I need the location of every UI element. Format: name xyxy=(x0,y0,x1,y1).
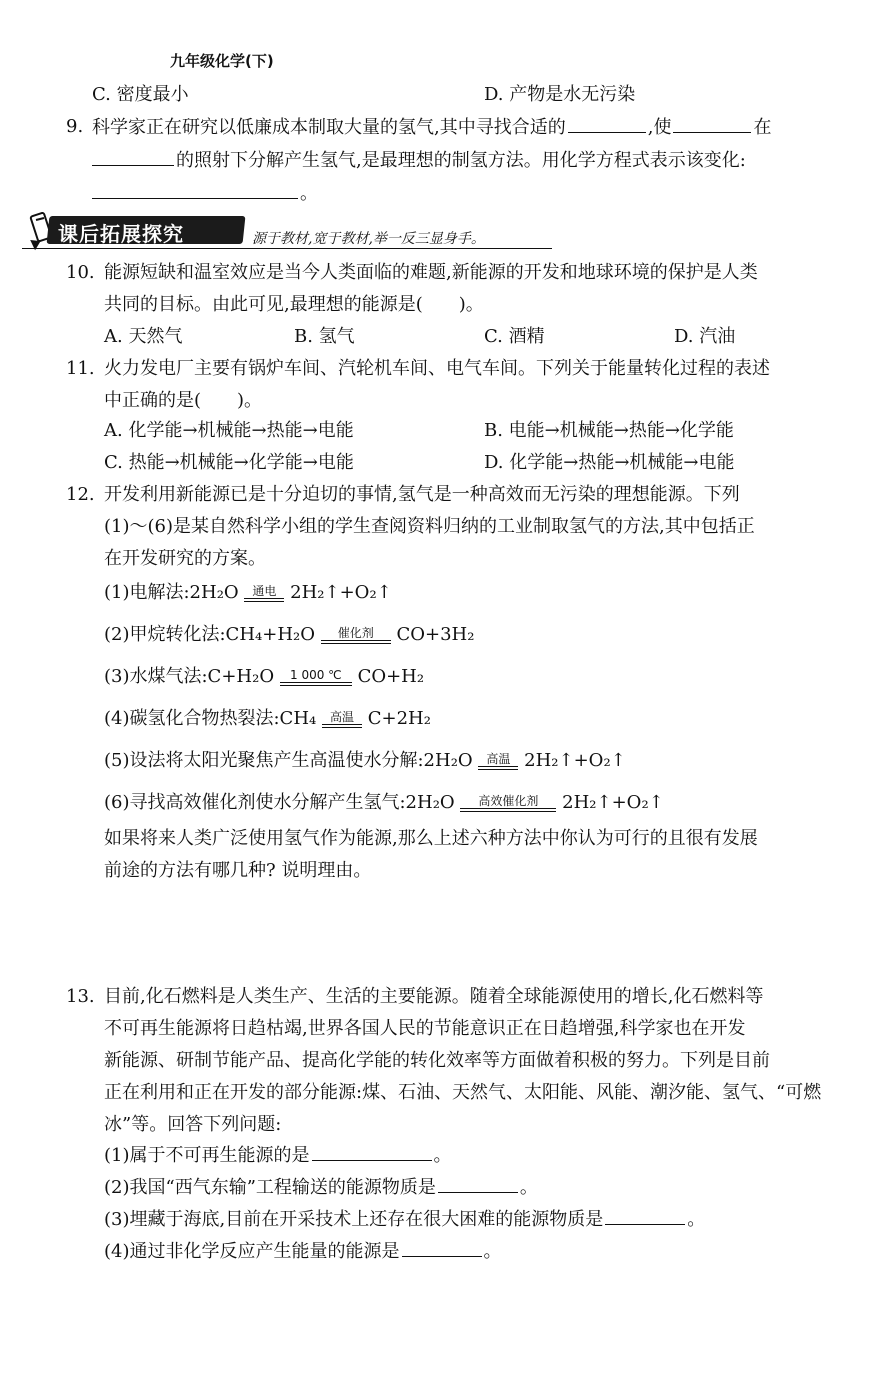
method-1-arrow xyxy=(244,585,284,602)
method-5-products: 2H₂↑+O₂↑ xyxy=(524,750,626,771)
q11-option-b[interactable]: B. 电能→机械能→热能→化学能 xyxy=(484,420,734,441)
q9-line1-text-c: 在 xyxy=(753,117,772,138)
method-1-condition: 通电 xyxy=(252,583,277,598)
q10-option-c[interactable]: C. 酒精 xyxy=(484,326,545,347)
q9-line1 xyxy=(92,116,771,139)
q9-line3-end: 。 xyxy=(300,183,318,204)
q12-question-line2: 前途的方法有哪几种? 说明理由。 xyxy=(104,860,372,881)
method-2-label: (2)甲烷转化法:CH₄+H₂O xyxy=(104,624,315,645)
method-4-arrow xyxy=(322,711,362,728)
q8-option-d: D. 产物是水无污染 xyxy=(484,84,636,105)
q13-line5: 冰”等。回答下列问题: xyxy=(104,1114,282,1135)
section-motto: 源于教材,宽于教材,举一反三显身手。 xyxy=(252,231,485,247)
q12-answer-area[interactable] xyxy=(104,892,864,976)
q13-line3: 新能源、研制节能产品、提高化学能的转化效率等方面做着积极的努力。下列是目前 xyxy=(104,1050,770,1071)
q13-line1: 目前,化石燃料是人类生产、生活的主要能源。随着全球能源使用的增长,化石燃料等 xyxy=(104,986,764,1007)
banner-title: 课后拓展探究 xyxy=(58,222,184,246)
method-3-products: CO+H₂ xyxy=(357,666,425,687)
q13-sub1-blank[interactable] xyxy=(312,1144,432,1161)
q10-line1: 能源短缺和温室效应是当今人类面临的难题,新能源的开发和地球环境的保护是人类 xyxy=(104,262,758,283)
method-1-products: 2H₂↑+O₂↑ xyxy=(290,582,392,603)
q11-line1: 火力发电厂主要有锅炉车间、汽轮机车间、电气车间。下列关于能量转化过程的表述 xyxy=(104,358,770,379)
q13-sub4-blank[interactable] xyxy=(402,1240,482,1257)
method-4-products: C+2H₂ xyxy=(367,708,431,729)
method-6-condition: 高效催化剂 xyxy=(478,793,539,808)
q13-sub4 xyxy=(104,1240,502,1263)
method-3-label: (3)水煤气法:C+H₂O xyxy=(104,666,275,687)
q11-option-c[interactable]: C. 热能→机械能→化学能→电能 xyxy=(104,452,354,473)
method-6-products: 2H₂↑+O₂↑ xyxy=(562,792,664,813)
q12-method-3 xyxy=(104,662,424,688)
method-2-arrow xyxy=(321,627,391,644)
q13-sub3 xyxy=(104,1208,705,1231)
q9-blank-2[interactable] xyxy=(673,116,751,133)
q10-line2: 共同的目标。由此可见,最理想的能源是( )。 xyxy=(104,294,484,315)
q12-line2: (1)～(6)是某自然科学小组的学生查阅资料归纳的工业制取氢气的方法,其中包括正 xyxy=(104,516,755,537)
q9-line1-text-a: 科学家正在研究以低廉成本制取大量的氢气,其中寻找合适的 xyxy=(92,117,566,138)
q12-method-6 xyxy=(104,788,664,814)
q13-line2: 不可再生能源将日趋枯竭,世界各国人民的节能意识正在日趋增强,科学家也在开发 xyxy=(104,1018,746,1039)
page-header: 九年级化学(下) xyxy=(170,52,274,70)
q13-sub4-text: (4)通过非化学反应产生能量的能源是 xyxy=(104,1241,400,1262)
q13-sub2-text: (2)我国“西气东输”工程输送的能源物质是 xyxy=(104,1177,436,1198)
method-1-label: (1)电解法:2H₂O xyxy=(104,582,239,603)
q12-line3: 在开发研究的方案。 xyxy=(104,548,266,569)
q11-option-a[interactable]: A. 化学能→机械能→热能→电能 xyxy=(104,420,354,441)
q9-line1-text-b: ,使 xyxy=(647,117,672,138)
method-4-label: (4)碳氢化合物热裂法:CH₄ xyxy=(104,708,317,729)
q11-number: 11. xyxy=(66,358,95,379)
q10-option-a[interactable]: A. 天然气 xyxy=(104,326,183,347)
q13-sub1 xyxy=(104,1144,452,1167)
q9-blank-1[interactable] xyxy=(568,116,646,133)
q13-number: 13. xyxy=(66,986,95,1007)
q9-number: 9. xyxy=(66,116,84,137)
q12-method-5 xyxy=(104,746,626,772)
method-6-label: (6)寻找高效催化剂使水分解产生氢气:2H₂O xyxy=(104,792,455,813)
q10-option-b[interactable]: B. 氢气 xyxy=(294,326,355,347)
q13-sub1-text: (1)属于不可再生能源的是 xyxy=(104,1145,310,1166)
section-banner xyxy=(22,212,248,248)
q9-blank-equation[interactable] xyxy=(92,182,298,199)
q8-option-c: C. 密度最小 xyxy=(92,84,189,105)
q12-method-2 xyxy=(104,620,474,646)
q13-sub3-blank[interactable] xyxy=(605,1208,685,1225)
q12-line1: 开发利用新能源已是十分迫切的事情,氢气是一种高效而无污染的理想能源。下列 xyxy=(104,484,740,505)
q12-question-line1: 如果将来人类广泛使用氢气作为能源,那么上述六种方法中你认为可行的且很有发展 xyxy=(104,828,758,849)
q13-sub3-text: (3)埋藏于海底,目前在开采技术上还存在很大困难的能源物质是 xyxy=(104,1209,604,1230)
method-3-condition: 1 000 ℃ xyxy=(290,667,342,682)
method-5-label: (5)设法将太阳光聚焦产生高温使水分解:2H₂O xyxy=(104,750,473,771)
q10-number: 10. xyxy=(66,262,95,283)
q10-option-d[interactable]: D. 汽油 xyxy=(674,326,736,347)
q13-sub3-end: 。 xyxy=(687,1209,706,1230)
method-5-arrow xyxy=(478,753,518,770)
q9-line2-text: 的照射下分解产生氢气,是最理想的制氢方法。用化学方程式表示该变化: xyxy=(176,150,746,171)
method-3-arrow xyxy=(280,669,352,686)
q11-line2: 中正确的是( )。 xyxy=(104,390,263,411)
q9-blank-3[interactable] xyxy=(92,149,174,166)
q11-option-d[interactable]: D. 化学能→热能→机械能→电能 xyxy=(484,452,735,473)
method-5-condition: 高温 xyxy=(486,751,511,766)
q13-line4: 正在利用和正在开发的部分能源:煤、石油、天然气、太阳能、风能、潮汐能、氢气、“可燃 xyxy=(104,1082,822,1103)
q13-sub2-blank[interactable] xyxy=(438,1176,518,1193)
q13-sub1-end: 。 xyxy=(433,1145,452,1166)
q12-method-4 xyxy=(104,704,431,730)
q13-sub4-end: 。 xyxy=(483,1241,502,1262)
q12-number: 12. xyxy=(66,484,95,505)
section-divider xyxy=(22,248,552,249)
q13-sub2-end: 。 xyxy=(519,1177,538,1198)
method-2-condition: 催化剂 xyxy=(337,625,374,640)
q9-line3 xyxy=(92,182,318,205)
method-2-products: CO+3H₂ xyxy=(396,624,475,645)
q9-line2 xyxy=(92,149,746,172)
method-4-condition: 高温 xyxy=(329,709,354,724)
q13-sub2 xyxy=(104,1176,538,1199)
method-6-arrow xyxy=(460,795,556,812)
q12-method-1 xyxy=(104,578,392,604)
